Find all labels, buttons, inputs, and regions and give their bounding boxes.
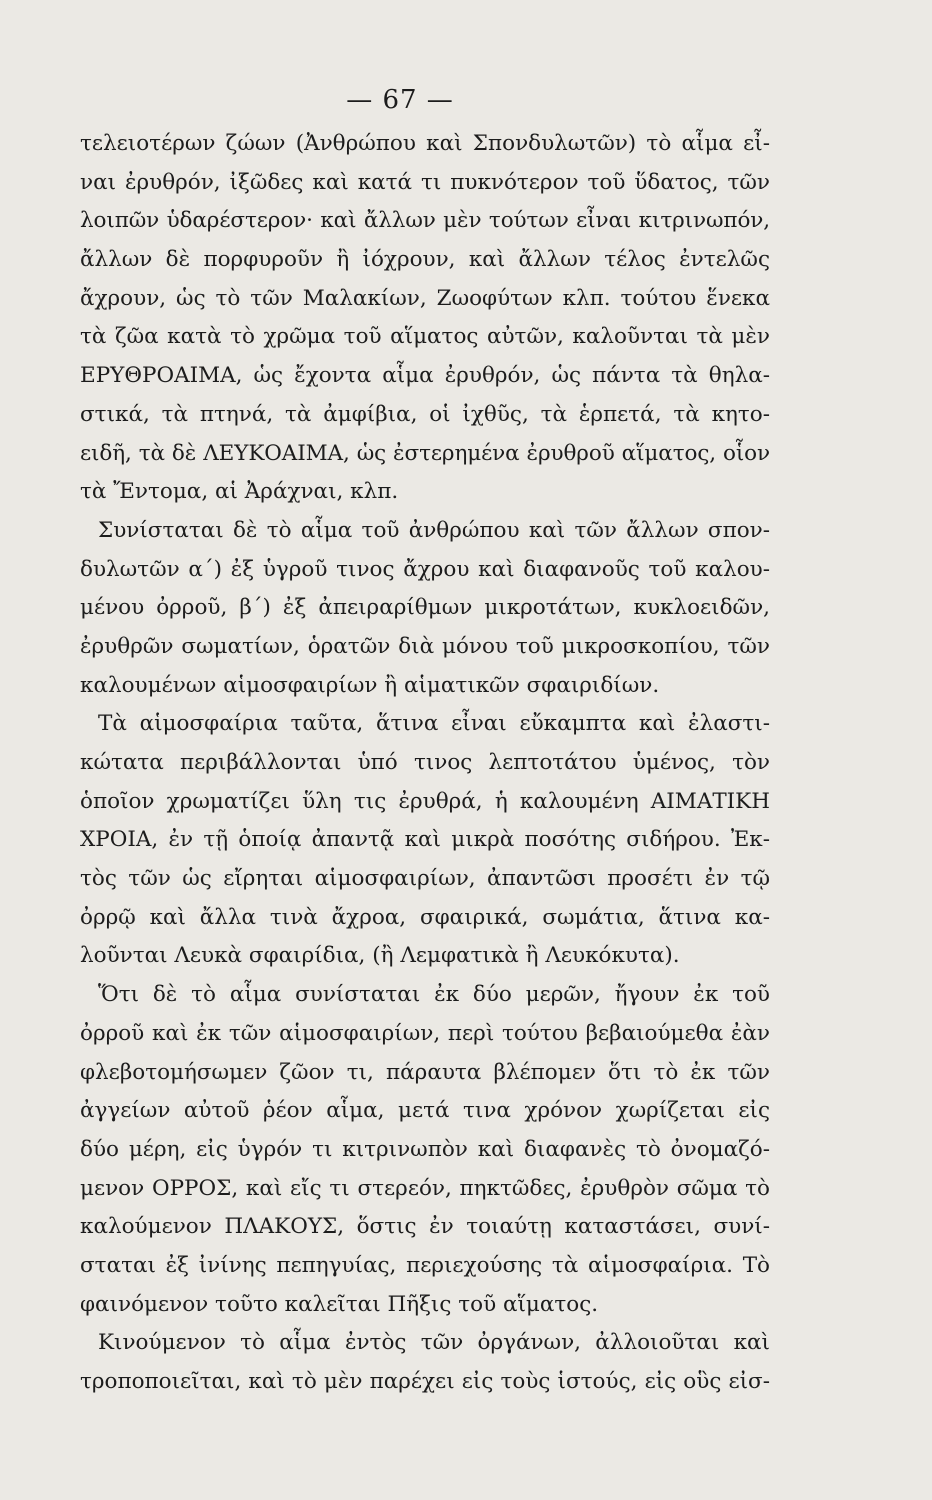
text-line: λοιπῶν ὑδαρέστερον· καὶ ἄλλων μὲν τούτων εἶναι κιτρινωπόν, (80, 208, 770, 234)
text-line: μενον ΟΡΡΟΣ, καὶ εἴς τι στερεόν, πηκτῶδες, ἐρυθρὸν σῶμα τὸ (80, 1175, 770, 1201)
text-line: Συνίσταται δὲ τὸ αἷμα τοῦ ἀνθρώπου καὶ τῶν ἄλλων σπον- (98, 517, 770, 543)
text-line: Κινούμενον τὸ αἷμα ἐντὸς τῶν ὀργάνων, ἀλλοιοῦται καὶ (98, 1330, 770, 1356)
text-line: λοῦνται Λευκὰ σφαιρίδια, (ἢ Λεμφατικὰ ἢ Λευκόκυτα). (80, 943, 680, 969)
text-line: ἄχρουν, ὡς τὸ τῶν Μαλακίων, Ζωοφύτων κλπ. τούτου ἕνεκα (80, 285, 770, 311)
text-line: τὰ ζῶα κατὰ τὸ χρῶμα τοῦ αἵματος αὐτῶν, καλοῦνται τὰ μὲν (80, 324, 770, 350)
text-line: ὀρροῦ καὶ ἐκ τῶν αἱμοσφαιρίων, περὶ τούτου βεβαιούμεθα ἐὰν (80, 1020, 770, 1046)
text-line: ειδῆ, τὰ δὲ ΛΕΥΚΟΑΙΜΑ, ὡς ἐστερημένα ἐρυθροῦ αἵματος, οἷον (80, 440, 770, 466)
text-line: καλούμενον ΠΛΑΚΟΥΣ, ὅστις ἐν τοιαύτῃ καταστάσει, συνί- (80, 1214, 770, 1240)
body-text (80, 125, 770, 1402)
text-line: ἄλλων δὲ πορφυροῦν ἢ ἰόχρουν, καὶ ἄλλων τέλος ἐντελῶς (80, 247, 770, 273)
text-line: δύο μέρη, εἰς ὑγρόν τι κιτρινωπὸν καὶ διαφανὲς τὸ ὀνομαζό- (80, 1136, 770, 1162)
text-line: ΧΡΟΙΑ, ἐν τῇ ὁποίᾳ ἀπαντᾷ καὶ μικρὰ ποσότης σιδήρου. Ἐκ- (80, 827, 770, 853)
text-line: καλουμένων αἱμοσφαιρίων ἢ αἱματικῶν σφαιριδίων. (80, 672, 660, 698)
text-line: φλεβοτομήσωμεν ζῶον τι, πάραυτα βλέπομεν ὅτι τὸ ἐκ τῶν (80, 1059, 770, 1085)
text-line: στικά, τὰ πτηνά, τὰ ἀμφίβια, οἱ ἰχθῦς, τὰ ἑρπετά, τὰ κητο- (80, 401, 770, 427)
text-line: ἐρυθρῶν σωματίων, ὁρατῶν διὰ μόνου τοῦ μικροσκοπίου, τῶν (80, 633, 770, 659)
text-line: κώτατα περιβάλλονται ὑπό τινος λεπτοτάτου ὑμένος, τὸν (80, 750, 770, 775)
text-line: σταται ἐξ ἰνίνης πεπηγυίας, περιεχούσης τὰ αἱμοσφαίρια. Τὸ (80, 1252, 770, 1278)
text-line: μένου ὀρροῦ, β΄) ἐξ ἀπειραρίθμων μικροτάτων, κυκλοειδῶν, (80, 595, 770, 621)
text-line: ὁποῖον χρωματίζει ὕλη τις ἐρυθρά, ἡ καλουμένη ΑΙΜΑΤΙΚΗ (80, 788, 770, 814)
page-number: — 67 — (346, 85, 454, 115)
text-line: φαινόμενον τοῦτο καλεῖται Πῆξις τοῦ αἵματος. (80, 1291, 599, 1317)
text-line: ἀγγείων αὐτοῦ ῥέον αἷμα, μετά τινα χρόνον χωρίζεται εἰς (80, 1098, 770, 1124)
text-line: ΕΡΥΘΡΟΑΙΜΑ, ὡς ἔχοντα αἷμα ἐρυθρόν, ὡς πάντα τὰ θηλα- (80, 363, 770, 389)
text-line: τροποποιεῖται, καὶ τὸ μὲν παρέχει εἰς τοὺς ἱστούς, εἰς οὓς εἰσ- (80, 1369, 770, 1394)
text-line: Τὰ αἱμοσφαίρια ταῦτα, ἅτινα εἶναι εὔκαμπτα καὶ ἐλαστι- (98, 711, 770, 737)
text-line: δυλωτῶν α΄) ἐξ ὑγροῦ τινος ἄχρου καὶ διαφανοῦς τοῦ καλου- (80, 556, 770, 582)
text-line: τὸς τῶν ὡς εἴρηται αἱμοσφαιρίων, ἀπαντῶσι προσέτι ἐν τῷ (80, 866, 770, 892)
text-line: ναι ἐρυθρόν, ἰξῶδες καὶ κατά τι πυκνότερον τοῦ ὕδατος, τῶν (80, 169, 770, 195)
text-line: ὀρρῷ καὶ ἄλλα τινὰ ἄχροα, σφαιρικά, σωμάτια, ἅτινα κα- (80, 904, 770, 930)
text-line: τελειοτέρων ζώων (Ἀνθρώπου καὶ Σπονδυλωτῶν) τὸ αἷμα εἶ- (80, 131, 770, 156)
text-line: τὰ Ἔντομα, αἱ Ἀράχναι, κλπ. (80, 479, 399, 505)
text-line: Ὅτι δὲ τὸ αἷμα συνίσταται ἐκ δύο μερῶν, ἤγουν ἐκ τοῦ (98, 982, 770, 1008)
